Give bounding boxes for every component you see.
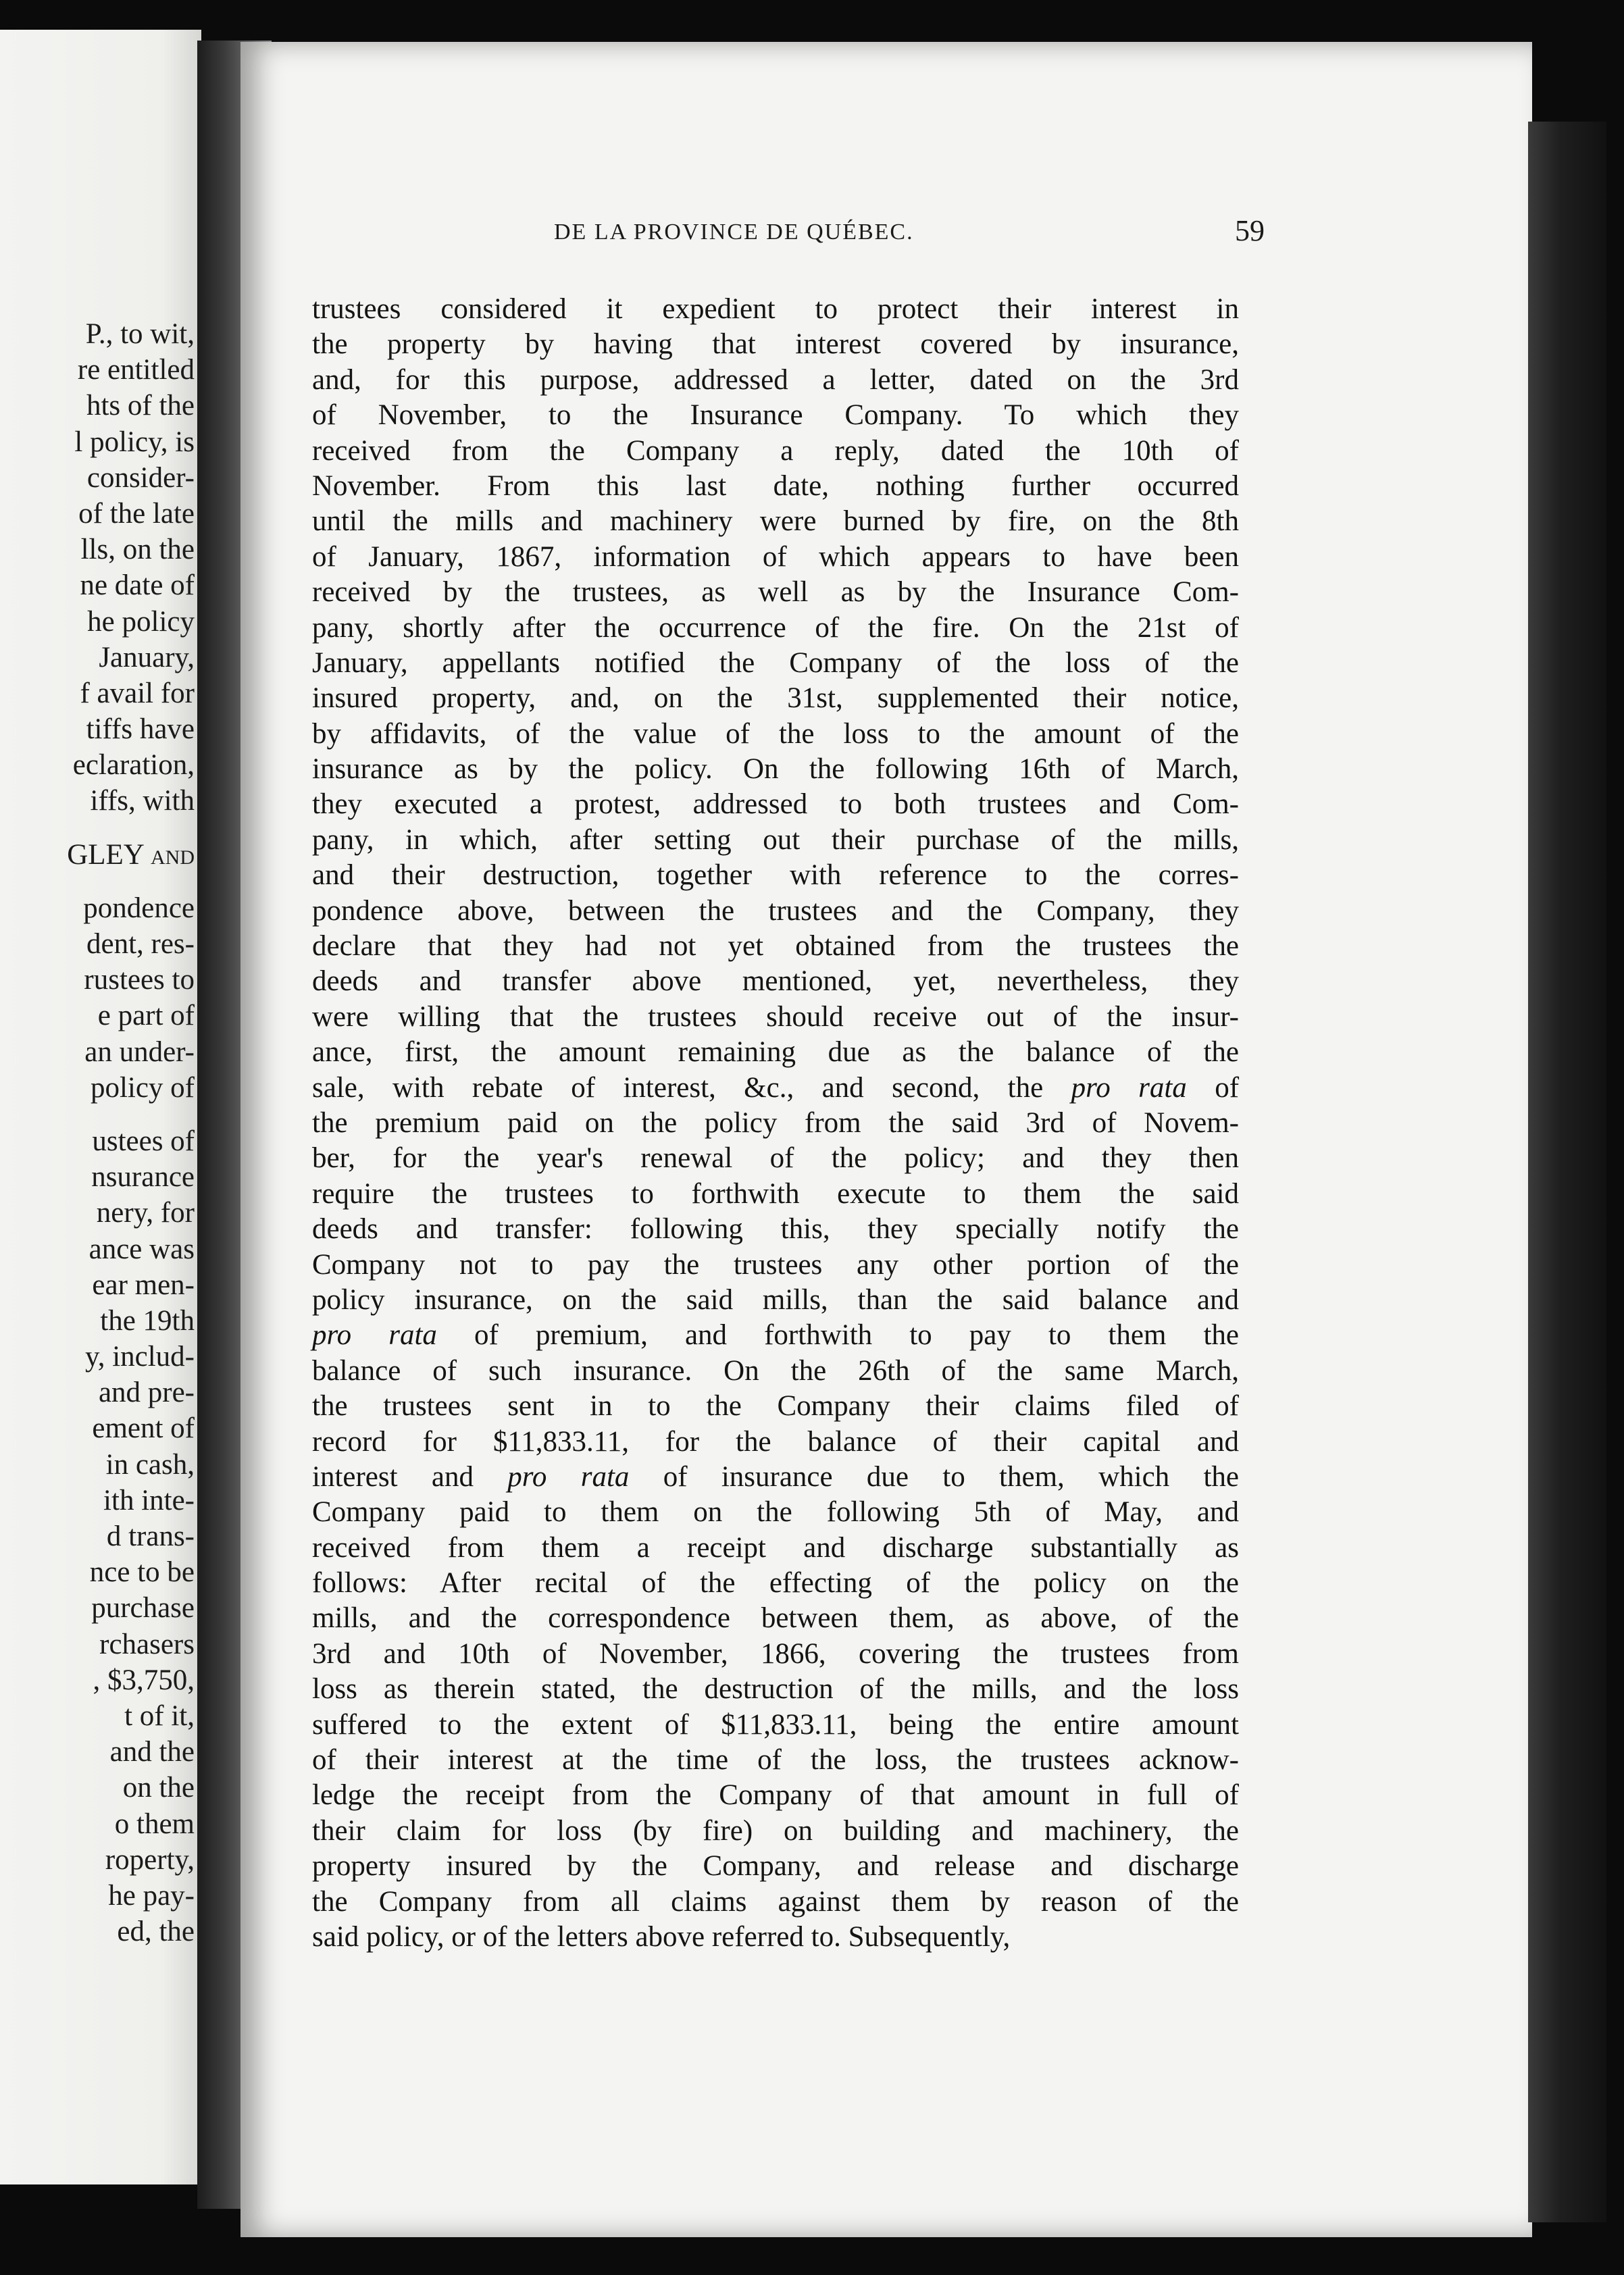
italic-pro-rata: pro rata xyxy=(1071,1071,1187,1104)
left-page-line: ith inte- xyxy=(103,1484,195,1516)
body-line: 3rd and 10th of November, 1866, covering the trustees from xyxy=(312,1637,1239,1670)
left-page-line: and the xyxy=(109,1736,195,1768)
body-line-text: interest and xyxy=(312,1460,474,1493)
left-page-line: on the xyxy=(122,1772,195,1804)
left-page-line: nce to be xyxy=(89,1556,195,1589)
body-line: ledge the receipt from the Company of that amount in full of xyxy=(312,1779,1239,1812)
left-page-line: in cash, xyxy=(105,1448,195,1481)
left-page-line: January, xyxy=(99,641,195,673)
body-line: were willing that the trustees should receive out of the insur- xyxy=(312,1000,1239,1033)
body-line: ber, for the year's renewal of the policy; and they then xyxy=(312,1142,1239,1175)
left-page-line: iffs, with xyxy=(90,785,195,817)
left-page-line: e part of xyxy=(97,1000,195,1032)
left-page-line: o them xyxy=(114,1808,195,1840)
page-edge-shadow xyxy=(1528,122,1606,2222)
left-page-line: y, includ- xyxy=(84,1341,195,1373)
body-line-text: of xyxy=(1186,1071,1240,1104)
body-line: and their destruction, together with reference to the corres- xyxy=(312,859,1239,892)
left-page-line: eclaration, xyxy=(72,749,195,782)
body-line: said policy, or of the letters above referred to. Subsequently, xyxy=(312,1920,1011,1953)
left-page-line: an under- xyxy=(84,1036,195,1068)
body-line: pany, in which, after setting out their purchase of the mills, xyxy=(312,823,1239,856)
left-page-line: P., to wit, xyxy=(85,318,195,350)
body-line-text: sale, with rebate of interest, &c., and second, the xyxy=(312,1071,1044,1104)
left-page-line: lls, on the xyxy=(80,534,195,566)
left-page-line: ance was xyxy=(88,1233,195,1265)
left-page-line: policy of xyxy=(90,1071,195,1104)
left-page-line: nsurance xyxy=(91,1161,195,1194)
body-line: balance of such insurance. On the 26th of the same March, xyxy=(312,1354,1239,1387)
left-page-line: and pre- xyxy=(98,1377,195,1409)
left-page xyxy=(0,30,201,2184)
body-line: property insured by the Company, and release and discharge xyxy=(312,1850,1239,1883)
left-page-line: ne date of xyxy=(80,569,195,602)
left-page-line: purchase xyxy=(91,1592,195,1625)
left-page-spacer xyxy=(0,819,195,837)
page-number: 59 xyxy=(1235,214,1265,247)
body-line: pany, shortly after the occurrence of the fire. On the 21st of xyxy=(312,611,1239,644)
left-page-line: GLEY and xyxy=(67,838,195,871)
body-line: ance, first, the amount remaining due as the balance of the xyxy=(312,1036,1239,1069)
left-page-line: ustees of xyxy=(92,1125,195,1157)
body-line-text: of premium, and forthwith to pay to them the xyxy=(474,1319,1239,1352)
body-line: the property by having that interest covered by insurance, xyxy=(312,328,1239,361)
left-page-line: roperty, xyxy=(105,1843,195,1876)
left-page-line: he policy xyxy=(87,605,195,638)
body-line: their claim for loss (by fire) on building and machinery, the xyxy=(312,1814,1239,1847)
body-line: pondence above, between the trustees and the Company, they xyxy=(312,894,1239,927)
body-line: declare that they had not yet obtained from the trustees the xyxy=(312,930,1239,963)
body-line: deeds and transfer above mentioned, yet, nevertheless, they xyxy=(312,965,1239,998)
running-header: DE LA PROVINCE DE QUÉBEC. xyxy=(554,220,914,245)
body-line: of November, to the Insurance Company. To which they xyxy=(312,399,1239,432)
body-line: record for $11,833.11, for the balance of their capital and xyxy=(312,1425,1239,1458)
body-line: Company not to pay the trustees any other portion of the xyxy=(312,1248,1239,1281)
body-line: insured property, and, on the 31st, supplemented their notice, xyxy=(312,682,1239,715)
body-line: received from them a receipt and discharge substantially as xyxy=(312,1531,1239,1564)
body-line: trustees considered it expedient to protect their interest in xyxy=(312,293,1239,325)
body-line: suffered to the extent of $11,833.11, being the entire amount xyxy=(312,1708,1239,1741)
body-line: until the mills and machinery were burned by fire, on the 8th xyxy=(312,505,1239,538)
body-line: and, for this purpose, addressed a letter, dated on the 3rd xyxy=(312,363,1239,396)
left-page-line: rchasers xyxy=(99,1628,195,1660)
left-page-line: ement of xyxy=(92,1412,195,1445)
left-page-spacer xyxy=(0,873,195,890)
left-page-line: t of it, xyxy=(124,1699,195,1732)
body-line: received by the trustees, as well as by the Insurance Com- xyxy=(312,576,1239,609)
left-page-line: hts of the xyxy=(86,390,195,422)
body-line xyxy=(312,1318,1239,1353)
body-line xyxy=(312,1071,1239,1106)
italic-pro-rata: pro rata xyxy=(507,1460,630,1493)
left-page-line: tiffs have xyxy=(86,713,195,746)
left-page-line: consider- xyxy=(86,461,195,494)
body-line: the Company from all claims against them by reason of the xyxy=(312,1885,1239,1918)
left-page-line: d trans- xyxy=(106,1520,195,1552)
page-body-text xyxy=(312,292,1239,1955)
body-line xyxy=(312,1460,1239,1495)
body-line: follows: After recital of the effecting of the policy on the xyxy=(312,1567,1239,1600)
left-page-line: of the late xyxy=(78,497,195,530)
left-page-line: dent, res- xyxy=(86,928,195,960)
body-line: November. From this last date, nothing further occurred xyxy=(312,469,1239,502)
body-line: insurance as by the policy. On the following 16th of March, xyxy=(312,753,1239,786)
left-page-line: pondence xyxy=(83,892,195,924)
left-page-line: ed, the xyxy=(117,1916,195,1948)
body-line: policy insurance, on the said mills, than the said balance and xyxy=(312,1283,1239,1316)
body-line: of January, 1867, information of which appears to have been xyxy=(312,540,1239,573)
body-line: the premium paid on the policy from the said 3rd of Novem- xyxy=(312,1106,1239,1139)
body-line: by affidavits, of the value of the loss to the amount of the xyxy=(312,717,1239,750)
left-page-line: he pay- xyxy=(108,1879,195,1912)
left-page-line: ear men- xyxy=(92,1269,195,1301)
body-line: loss as therein stated, the destruction of the mills, and the loss xyxy=(312,1673,1239,1706)
left-page-line: the 19th xyxy=(100,1304,195,1337)
body-line: deeds and transfer: following this, they specially notify the xyxy=(312,1213,1239,1246)
left-page-line: l policy, is xyxy=(74,426,195,458)
left-page-line: re entitled xyxy=(77,354,195,386)
body-line: received from the Company a reply, dated the 10th of xyxy=(312,434,1239,467)
body-line: the trustees sent in to the Company their claims filed of xyxy=(312,1390,1239,1423)
left-page-line: , $3,750, xyxy=(93,1664,195,1696)
left-page-spacer xyxy=(0,1106,195,1123)
left-page-line: nery, for xyxy=(96,1197,195,1229)
left-page-line: f avail for xyxy=(80,677,195,709)
body-line: require the trustees to forthwith execute to them the said xyxy=(312,1177,1239,1210)
body-line: Company paid to them on the following 5th of May, and xyxy=(312,1496,1239,1529)
italic-pro-rata: pro rata xyxy=(312,1319,437,1352)
body-line-text: of insurance due to them, which the xyxy=(663,1460,1240,1493)
left-page-text xyxy=(0,316,195,1949)
body-line: January, appellants notified the Company of the loss of the xyxy=(312,646,1239,679)
body-line: mills, and the correspondence between them, as above, of the xyxy=(312,1602,1239,1635)
left-page-line: rustees to xyxy=(84,964,195,996)
body-line: of their interest at the time of the loss, the trustees acknow- xyxy=(312,1744,1239,1776)
body-line: they executed a protest, addressed to both trustees and Com- xyxy=(312,788,1239,821)
